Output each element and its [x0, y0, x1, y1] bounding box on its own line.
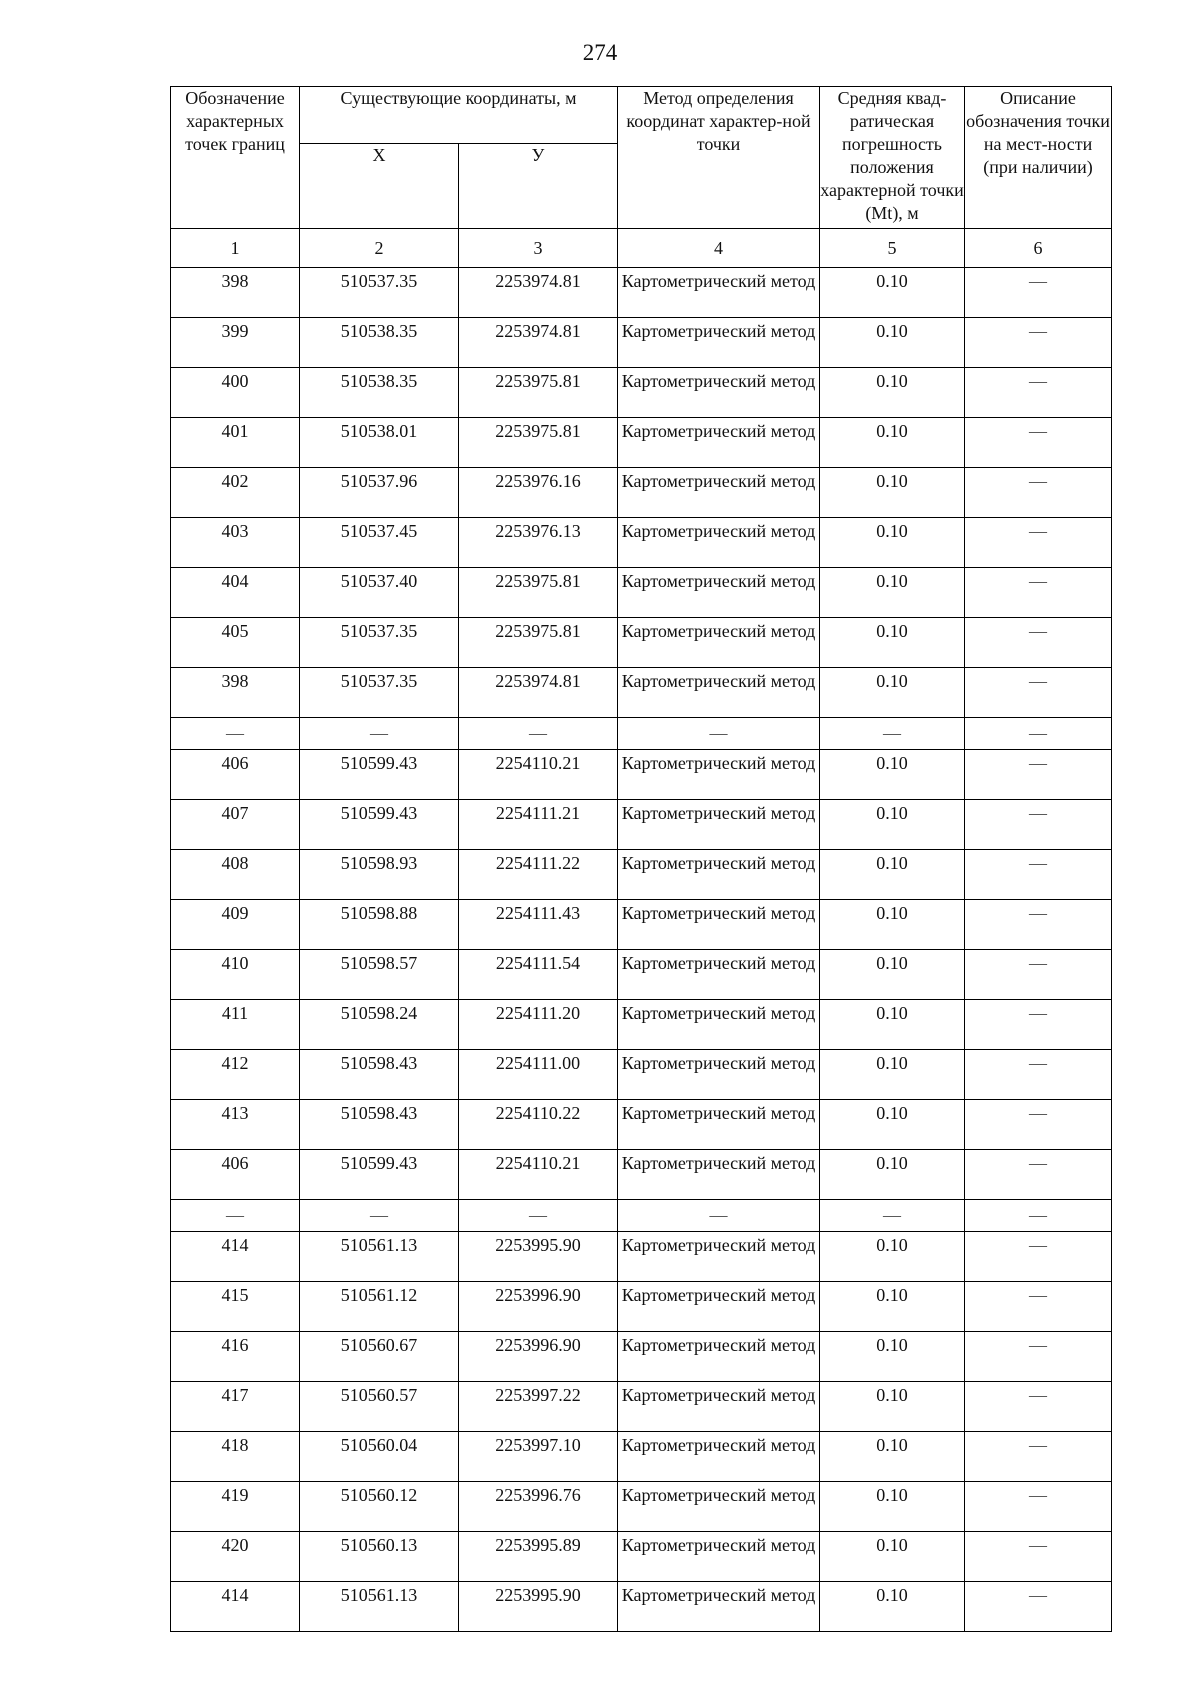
- cell-method: Картометрический метод: [618, 900, 820, 950]
- cell-y: 2253975.81: [459, 418, 618, 468]
- table-row: [171, 668, 1112, 718]
- cell-point: 413: [171, 1100, 300, 1150]
- cell-description: —: [965, 1150, 1112, 1200]
- cell-y: 2253997.22: [459, 1382, 618, 1432]
- cell-y: 2253995.89: [459, 1532, 618, 1582]
- cell-error: 0.10: [820, 1432, 965, 1482]
- cell-description: —: [965, 1332, 1112, 1382]
- cell-method: Картометрический метод: [618, 668, 820, 718]
- cell-x: 510561.12: [300, 1282, 459, 1332]
- cell-x: 510538.35: [300, 368, 459, 418]
- cell-description: —: [965, 1050, 1112, 1100]
- table-row: [171, 1432, 1112, 1482]
- cell-error: 0.10: [820, 268, 965, 318]
- cell-point: 401: [171, 418, 300, 468]
- cell-error: 0.10: [820, 468, 965, 518]
- header-designation: Обозначение характерных точек границ: [171, 87, 300, 229]
- separator-dash: —: [965, 1200, 1112, 1232]
- cell-description: —: [965, 750, 1112, 800]
- cell-description: —: [965, 900, 1112, 950]
- cell-point: 410: [171, 950, 300, 1000]
- cell-error: 0.10: [820, 750, 965, 800]
- header-x: Х: [300, 144, 459, 229]
- cell-description: —: [965, 618, 1112, 668]
- cell-error: 0.10: [820, 1382, 965, 1432]
- separator-dash: —: [300, 718, 459, 750]
- cell-point: 415: [171, 1282, 300, 1332]
- cell-error: 0.10: [820, 1000, 965, 1050]
- cell-error: 0.10: [820, 1482, 965, 1532]
- cell-method: Картометрический метод: [618, 618, 820, 668]
- cell-x: 510537.40: [300, 568, 459, 618]
- cell-error: 0.10: [820, 850, 965, 900]
- cell-point: 419: [171, 1482, 300, 1532]
- separator-dash: —: [171, 1200, 300, 1232]
- cell-x: 510598.43: [300, 1100, 459, 1150]
- cell-error: 0.10: [820, 1332, 965, 1382]
- table-row: [171, 850, 1112, 900]
- table-row: [171, 1582, 1112, 1632]
- cell-method: Картометрический метод: [618, 1382, 820, 1432]
- cell-point: 420: [171, 1532, 300, 1582]
- cell-x: 510537.35: [300, 268, 459, 318]
- column-number: 1: [171, 229, 300, 268]
- cell-error: 0.10: [820, 1532, 965, 1582]
- cell-method: Картометрический метод: [618, 468, 820, 518]
- cell-description: —: [965, 1432, 1112, 1482]
- cell-description: —: [965, 1000, 1112, 1050]
- cell-x: 510560.13: [300, 1532, 459, 1582]
- separator-row: [171, 718, 1112, 750]
- separator-dash: —: [820, 1200, 965, 1232]
- cell-point: 407: [171, 800, 300, 850]
- separator-dash: —: [965, 718, 1112, 750]
- cell-description: —: [965, 1100, 1112, 1150]
- cell-error: 0.10: [820, 1582, 965, 1632]
- cell-method: Картометрический метод: [618, 1282, 820, 1332]
- cell-x: 510560.57: [300, 1382, 459, 1432]
- table-row: [171, 618, 1112, 668]
- cell-description: —: [965, 1532, 1112, 1582]
- cell-method: Картометрический метод: [618, 568, 820, 618]
- cell-method: Картометрический метод: [618, 418, 820, 468]
- cell-x: 510598.43: [300, 1050, 459, 1100]
- cell-error: 0.10: [820, 368, 965, 418]
- cell-method: Картометрический метод: [618, 518, 820, 568]
- cell-description: —: [965, 1232, 1112, 1282]
- header-existing-coordinates: Существующие координаты, м: [300, 87, 618, 144]
- table-row: [171, 1332, 1112, 1382]
- cell-y: 2254111.54: [459, 950, 618, 1000]
- cell-error: 0.10: [820, 418, 965, 468]
- cell-description: —: [965, 368, 1112, 418]
- cell-error: 0.10: [820, 618, 965, 668]
- cell-x: 510538.35: [300, 318, 459, 368]
- table-row: [171, 1482, 1112, 1532]
- cell-y: 2253975.81: [459, 368, 618, 418]
- cell-y: 2254111.00: [459, 1050, 618, 1100]
- cell-error: 0.10: [820, 568, 965, 618]
- cell-point: 406: [171, 1150, 300, 1200]
- column-number-row: [171, 229, 1112, 268]
- cell-x: 510537.96: [300, 468, 459, 518]
- table-body: [171, 229, 1112, 1632]
- cell-y: 2254110.22: [459, 1100, 618, 1150]
- cell-x: 510560.04: [300, 1432, 459, 1482]
- table-row: [171, 900, 1112, 950]
- cell-y: 2253976.13: [459, 518, 618, 568]
- cell-point: 418: [171, 1432, 300, 1482]
- cell-method: Картометрический метод: [618, 1050, 820, 1100]
- column-number: 4: [618, 229, 820, 268]
- cell-point: 398: [171, 668, 300, 718]
- cell-method: Картометрический метод: [618, 1150, 820, 1200]
- cell-point: 399: [171, 318, 300, 368]
- cell-method: Картометрический метод: [618, 1100, 820, 1150]
- coordinates-table: [170, 86, 1112, 1632]
- header-y: У: [459, 144, 618, 229]
- cell-method: Картометрический метод: [618, 1482, 820, 1532]
- cell-description: —: [965, 1282, 1112, 1332]
- cell-method: Картометрический метод: [618, 1000, 820, 1050]
- cell-error: 0.10: [820, 1100, 965, 1150]
- cell-method: Картометрический метод: [618, 800, 820, 850]
- cell-error: 0.10: [820, 900, 965, 950]
- table-row: [171, 1232, 1112, 1282]
- cell-error: 0.10: [820, 800, 965, 850]
- cell-y: 2254110.21: [459, 750, 618, 800]
- cell-y: 2253975.81: [459, 568, 618, 618]
- cell-description: —: [965, 268, 1112, 318]
- table-row: [171, 950, 1112, 1000]
- cell-description: —: [965, 518, 1112, 568]
- cell-method: Картометрический метод: [618, 750, 820, 800]
- cell-error: 0.10: [820, 318, 965, 368]
- table-row: [171, 418, 1112, 468]
- cell-x: 510599.43: [300, 750, 459, 800]
- table-row: [171, 1150, 1112, 1200]
- cell-x: 510598.24: [300, 1000, 459, 1050]
- table-row: [171, 1382, 1112, 1432]
- cell-y: 2254111.21: [459, 800, 618, 850]
- cell-y: 2254110.21: [459, 1150, 618, 1200]
- cell-y: 2253974.81: [459, 268, 618, 318]
- header-description: Описание обозначения точки на мест-ности (при наличии): [965, 87, 1112, 229]
- table-row: [171, 468, 1112, 518]
- cell-y: 2253995.90: [459, 1582, 618, 1632]
- cell-point: 416: [171, 1332, 300, 1382]
- cell-point: 400: [171, 368, 300, 418]
- cell-y: 2253996.90: [459, 1332, 618, 1382]
- cell-y: 2253975.81: [459, 618, 618, 668]
- cell-x: 510598.57: [300, 950, 459, 1000]
- cell-point: 411: [171, 1000, 300, 1050]
- cell-method: Картометрический метод: [618, 368, 820, 418]
- cell-error: 0.10: [820, 1050, 965, 1100]
- column-number: 3: [459, 229, 618, 268]
- cell-point: 412: [171, 1050, 300, 1100]
- separator-dash: —: [171, 718, 300, 750]
- cell-method: Картометрический метод: [618, 950, 820, 1000]
- cell-x: 510598.88: [300, 900, 459, 950]
- separator-dash: —: [820, 718, 965, 750]
- cell-error: 0.10: [820, 1282, 965, 1332]
- cell-point: 417: [171, 1382, 300, 1432]
- cell-x: 510560.12: [300, 1482, 459, 1532]
- cell-method: Картометрический метод: [618, 268, 820, 318]
- cell-x: 510538.01: [300, 418, 459, 468]
- separator-dash: —: [459, 1200, 618, 1232]
- cell-error: 0.10: [820, 950, 965, 1000]
- cell-x: 510561.13: [300, 1232, 459, 1282]
- cell-point: 408: [171, 850, 300, 900]
- cell-point: 405: [171, 618, 300, 668]
- cell-x: 510537.35: [300, 668, 459, 718]
- column-number: 6: [965, 229, 1112, 268]
- cell-error: 0.10: [820, 668, 965, 718]
- cell-y: 2253974.81: [459, 668, 618, 718]
- page-number: 274: [582, 40, 618, 65]
- cell-method: Картометрический метод: [618, 1232, 820, 1282]
- table-row: [171, 368, 1112, 418]
- cell-y: 2254111.20: [459, 1000, 618, 1050]
- cell-x: 510537.45: [300, 518, 459, 568]
- cell-point: 398: [171, 268, 300, 318]
- cell-method: Картометрический метод: [618, 1582, 820, 1632]
- separator-dash: —: [300, 1200, 459, 1232]
- cell-x: 510560.67: [300, 1332, 459, 1382]
- cell-x: 510561.13: [300, 1582, 459, 1632]
- cell-point: 403: [171, 518, 300, 568]
- cell-x: 510598.93: [300, 850, 459, 900]
- cell-method: Картометрический метод: [618, 1332, 820, 1382]
- separator-dash: —: [459, 718, 618, 750]
- cell-description: —: [965, 1482, 1112, 1532]
- cell-description: —: [965, 468, 1112, 518]
- cell-description: —: [965, 1582, 1112, 1632]
- cell-point: 414: [171, 1582, 300, 1632]
- table-row: [171, 1532, 1112, 1582]
- cell-method: Картометрический метод: [618, 1532, 820, 1582]
- table-row: [171, 800, 1112, 850]
- cell-method: Картометрический метод: [618, 318, 820, 368]
- cell-x: 510537.35: [300, 618, 459, 668]
- cell-x: 510599.43: [300, 1150, 459, 1200]
- separator-dash: —: [618, 1200, 820, 1232]
- cell-y: 2254111.22: [459, 850, 618, 900]
- cell-y: 2254111.43: [459, 900, 618, 950]
- cell-y: 2253997.10: [459, 1432, 618, 1482]
- cell-description: —: [965, 800, 1112, 850]
- cell-y: 2253995.90: [459, 1232, 618, 1282]
- table-row: [171, 518, 1112, 568]
- cell-method: Картометрический метод: [618, 850, 820, 900]
- cell-y: 2253996.76: [459, 1482, 618, 1532]
- cell-error: 0.10: [820, 1150, 965, 1200]
- table-row: [171, 568, 1112, 618]
- cell-point: 406: [171, 750, 300, 800]
- cell-error: 0.10: [820, 518, 965, 568]
- separator-row: [171, 1200, 1112, 1232]
- table-row: [171, 1282, 1112, 1332]
- header-method: Метод определения координат характер-ной точки: [618, 87, 820, 229]
- table-row: [171, 1100, 1112, 1150]
- cell-point: 414: [171, 1232, 300, 1282]
- cell-point: 409: [171, 900, 300, 950]
- column-number: 2: [300, 229, 459, 268]
- table-row: [171, 1050, 1112, 1100]
- table-row: [171, 1000, 1112, 1050]
- cell-y: 2253996.90: [459, 1282, 618, 1332]
- table-row: [171, 318, 1112, 368]
- column-number: 5: [820, 229, 965, 268]
- separator-dash: —: [618, 718, 820, 750]
- cell-description: —: [965, 850, 1112, 900]
- cell-method: Картометрический метод: [618, 1432, 820, 1482]
- cell-description: —: [965, 568, 1112, 618]
- cell-y: 2253976.16: [459, 468, 618, 518]
- table-row: [171, 268, 1112, 318]
- cell-point: 402: [171, 468, 300, 518]
- cell-description: —: [965, 668, 1112, 718]
- cell-point: 404: [171, 568, 300, 618]
- header-rms-error: Средняя квад-ратическая погрешность положения характерной точки (Мt), м: [820, 87, 965, 229]
- table-row: [171, 750, 1112, 800]
- cell-x: 510599.43: [300, 800, 459, 850]
- header-row-top: [171, 87, 1112, 144]
- cell-description: —: [965, 1382, 1112, 1432]
- cell-y: 2253974.81: [459, 318, 618, 368]
- cell-description: —: [965, 318, 1112, 368]
- cell-description: —: [965, 418, 1112, 468]
- cell-description: —: [965, 950, 1112, 1000]
- cell-error: 0.10: [820, 1232, 965, 1282]
